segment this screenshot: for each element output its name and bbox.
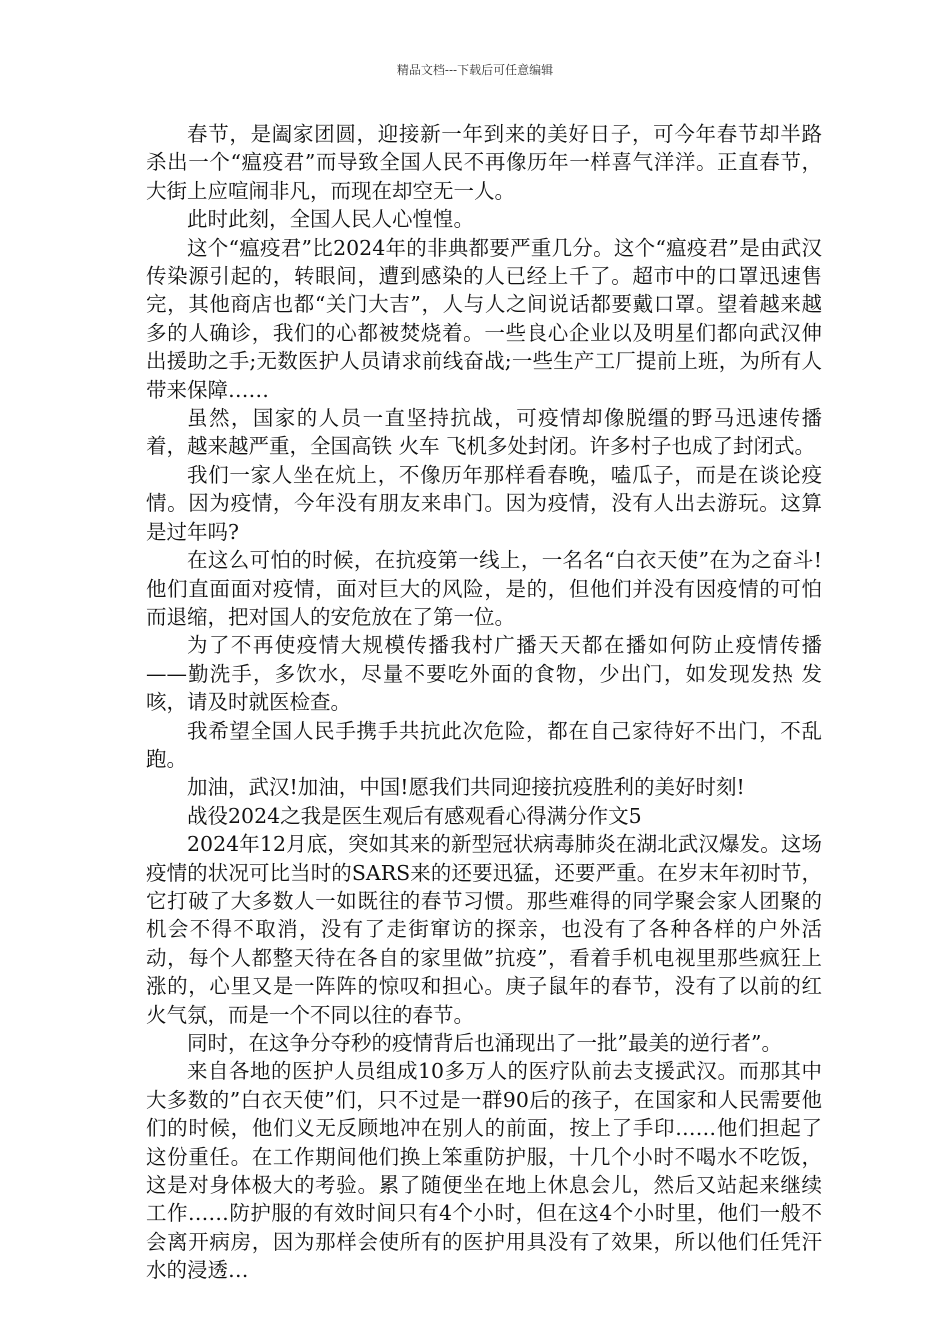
section-title: 战役2024之我是医生观后有感观看心得满分作文5 [187, 803, 642, 828]
paragraph-1: 春节，是阖家团圆，迎接新一年到来的美好日子，可今年春节却半路杀出一个“瘟疫君”而导致全国人民不再像历年一样喜气洋洋。正直春节，大街上应喧闹非凡，而现在却空无一人。 [146, 122, 822, 203]
paragraph-12: 来自各地的医护人员组成10多万人的医疗队前去支援武汉。而那其中大多数的”白衣天使”们，只不过是一群90后的孩子，在国家和人民需要他们的时候，他们义无反顾地冲在别人的前面，按上了手印……他们担起了这份重任。在工作期间他们换上笨重防护服，十几个小时不喝水不吃饭，这是对身体极大的考验。累了随便坐在地上休息会儿，然后又站起来继续工作……防护服的有效时间只有4个小时，但在这4个小时里，他们一般不会离开病房，因为那样会使所有的医护用具没有了效果，所以他们任凭汗水的浸透… [146, 1059, 822, 1283]
paragraph-7: 为了不再使疫情大规模传播我村广播天天都在播如何防止疫情传播——勤洗手，多饮水，尽量不要吃外面的食物，少出门，如发现发热 发咳，请及时就医检查。 [146, 633, 822, 715]
page-header: 精品文档---下载后可任意编辑 [396, 63, 554, 77]
paragraph-9: 加油，武汉!加油，中国!愿我们共同迎接抗疫胜利的美好时刻! [187, 775, 745, 800]
paragraph-3: 这个“瘟疫君”比2024年的非典都要严重几分。这个“瘟疫君”是由武汉传染源引起的，转眼间，遭到感染的人已经上千了。超市中的口罩迅速售完，其他商店也都“关门大吉”，人与人之间说话都要戴口罩。望着越来越多的人确诊，我们的心都被焚烧着。一些良心企业以及明星们都向武汉伸出援助之手;无数医护人员请求前线奋战;一些生产工厂提前上班，为所有人带来保障…… [146, 235, 822, 402]
paragraph-11: 同时，在这争分夺秒的疫情背后也涌现出了一批”最美的逆行者”。 [187, 1031, 782, 1055]
paragraph-2: 此时此刻，全国人民人心惶惶。 [187, 207, 474, 232]
paragraph-4: 虽然，国家的人员一直坚持抗战，可疫情却像脱缰的野马迅速传播着，越来越严重，全国高铁 火车 飞机多处封闭。许多村子也成了封闭式。 [146, 406, 822, 459]
document-body [146, 120, 822, 1285]
paragraph-5: 我们一家人坐在炕上，不像历年那样看春晚，嗑瓜子，而是在谈论疫情。因为疫情，今年没有朋友来串门。因为疫情，没有人出去游玩。这算是过年吗? [146, 462, 822, 544]
paragraph-6: 在这么可怕的时候，在抗疫第一线上，一名名“白衣天使”在为之奋斗!他们直面面对疫情，面对巨大的风险，是的，但他们并没有因疫情的可怕而退缩，把对国人的安危放在了第一位。 [146, 548, 822, 629]
paragraph-8: 我希望全国人民手携手共抗此次危险，都在自己家待好不出门，不乱跑。 [146, 718, 822, 771]
paragraph-10: 2024年12月底，突如其来的新型冠状病毒肺炎在湖北武汉爆发。这场疫情的状况可比当时的SARS来的还要迅猛，还要严重。在岁末年初时节，它打破了大多数人一如既往的春节习惯。那些难得的同学聚会家人团聚的机会不得不取消，没有了走街窜访的探亲，也没有了各种各样的户外活动，每个人都整天待在各自的家里做”抗疫”，看着手机电视里那些疯狂上涨的，心里又是一阵阵的惊叹和担心。庚子鼠年的春节，没有了以前的红火气氛，而是一个不同以往的春节。 [146, 832, 822, 1027]
